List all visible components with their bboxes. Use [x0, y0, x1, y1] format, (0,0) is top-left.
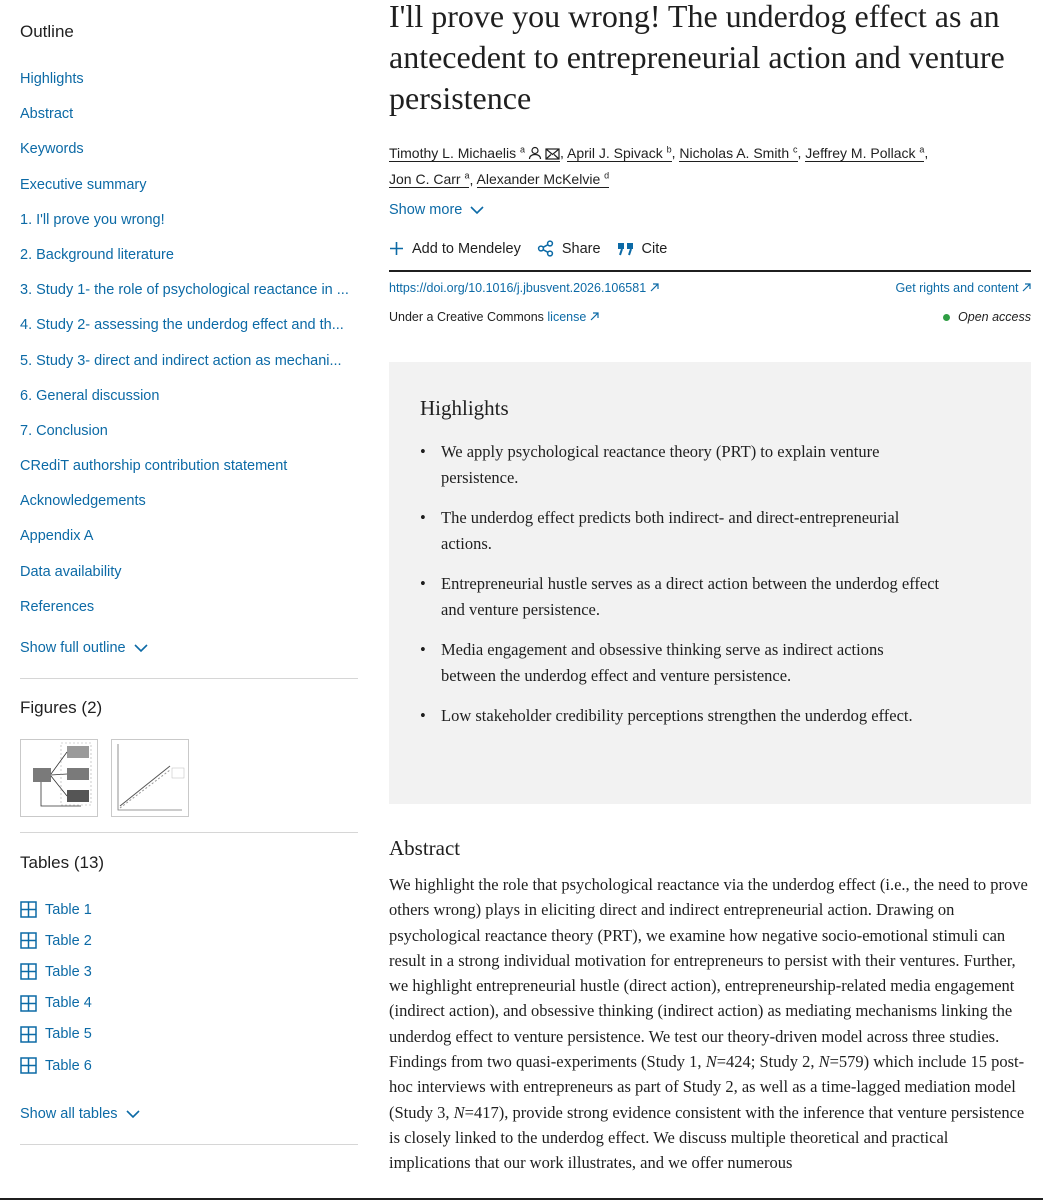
abstract-text — [389, 872, 1029, 1176]
author-affiliation: b — [666, 144, 672, 154]
highlights-list — [420, 439, 940, 744]
outline-item-section-6[interactable]: 6. General discussion — [20, 387, 160, 404]
tables-list — [20, 894, 92, 1081]
table-link-4[interactable] — [20, 988, 92, 1019]
highlight-item: • Low stakeholder credibility perceptions strengthen the underdog effect. — [420, 703, 940, 729]
chevron-down-icon — [470, 206, 484, 215]
table-link-label: Table 5 — [45, 1026, 92, 1043]
email-icon[interactable] — [545, 148, 560, 160]
author-name: Alexander McKelvie — [476, 171, 601, 188]
outline-item-data-availability[interactable]: Data availability — [20, 563, 122, 580]
table-icon — [20, 995, 37, 1012]
cite-label: Cite — [641, 240, 668, 257]
table-link-label: Table 2 — [45, 932, 92, 949]
external-link-icon — [650, 283, 659, 292]
highlight-item: • We apply psychological reactance theory (PRT) to explain venture persistence. — [420, 439, 940, 490]
chevron-down-icon — [126, 1110, 140, 1119]
chevron-down-icon — [134, 644, 148, 653]
author-name: Nicholas A. Smith — [679, 144, 790, 161]
table-link-5[interactable] — [20, 1019, 92, 1050]
outline-item-section-7[interactable]: 7. Conclusion — [20, 422, 108, 439]
license-prefix: Under a Creative Commons — [389, 310, 544, 324]
rights-link[interactable] — [896, 281, 1031, 295]
add-to-mendeley-label: Add to Mendeley — [412, 240, 521, 257]
outline-item-section-2[interactable]: 2. Background literature — [20, 246, 174, 263]
share-icon — [537, 240, 554, 257]
author-affiliation: a — [519, 144, 525, 154]
tables-title: Tables (13) — [20, 853, 105, 872]
highlight-item: • Entrepreneurial hustle serves as a direct action between the underdog effect and venture persistence. — [420, 571, 940, 622]
author-link[interactable] — [389, 171, 469, 188]
author-affiliation: d — [604, 170, 610, 181]
article-title: I'll prove you wrong! The underdog effect as an antecedent to entrepreneurial action and venture persistence — [389, 0, 1005, 116]
abstract-part: =417), provide strong evidence consistent with the inference that venture persistence is closely linked to the underdog effect. We discuss multiple theoretical and practical implications that our work illustrates, and we offer numerous — [389, 1102, 1025, 1173]
table-icon — [20, 932, 37, 949]
author-affiliation: a — [464, 170, 470, 181]
abstract-heading: Abstract — [389, 836, 461, 860]
outline-item-references[interactable]: References — [20, 598, 95, 615]
share-label: Share — [561, 240, 601, 257]
show-all-tables-label: Show all tables — [20, 1106, 118, 1122]
table-link-3[interactable] — [20, 956, 92, 987]
person-icon[interactable] — [528, 146, 542, 160]
sidebar-divider — [20, 832, 358, 833]
show-more-label: Show more — [389, 202, 463, 218]
highlight-item: • Media engagement and obsessive thinking serve as indirect actions between the underdog effect and venture persistence. — [420, 637, 940, 688]
outline-item-section-1[interactable]: 1. I'll prove you wrong! — [20, 211, 165, 228]
outline-item-highlights[interactable]: Highlights — [20, 71, 84, 87]
outline-item-credit[interactable]: CRediT authorship contribution statement — [20, 458, 288, 475]
author-link[interactable] — [805, 145, 924, 162]
show-more-button[interactable] — [389, 202, 484, 218]
show-all-tables-button[interactable] — [20, 1106, 140, 1122]
table-link-6[interactable] — [20, 1050, 92, 1081]
show-full-outline-label: Show full outline — [20, 640, 126, 656]
share-button[interactable] — [537, 240, 601, 257]
author-list: Timothy L. Michaelis $^a$ , April J. Spivack $^b$, Nicholas A. Smith $^c$, Jeffrey M. Pollack $^a$, Jon C. Carr $^a$, Alexander McKelvie $^d$ — [389, 144, 929, 188]
article-actions — [389, 240, 667, 257]
quote-icon — [617, 242, 634, 256]
show-full-outline-button[interactable] — [20, 640, 148, 656]
table-link-label: Table 6 — [45, 1057, 92, 1074]
table-link-1[interactable] — [20, 894, 92, 925]
abstract-n-label: N — [453, 1102, 465, 1122]
abstract-n-label: N — [818, 1052, 830, 1072]
open-access-badge — [943, 310, 1031, 324]
figure-thumbnail-1[interactable] — [20, 739, 98, 817]
doi-link[interactable] — [389, 281, 659, 295]
outline-list — [20, 62, 358, 625]
table-icon — [20, 963, 37, 980]
figures-title: Figures (2) — [20, 698, 103, 717]
outline-item-section-4[interactable]: 4. Study 2- assessing the underdog effect and th... — [20, 317, 344, 334]
abstract-part: =579) which include 15 post-hoc interviews with entrepreneurs as part of Study 2, as well as a time-lagged mediation model (Study 3, — [389, 1052, 1025, 1122]
outline-item-section-5[interactable]: 5. Study 3- direct and indirect action as mechani... — [20, 352, 342, 369]
plus-icon — [389, 241, 404, 256]
rights-text: Get rights and content — [895, 281, 1019, 295]
sidebar-divider — [20, 1144, 358, 1145]
highlight-item: • The underdog effect predicts both indirect- and direct-entrepreneurial actions. — [420, 505, 940, 556]
author-name: Jon C. Carr — [389, 171, 461, 188]
outline-item-abstract[interactable]: Abstract — [20, 106, 74, 123]
table-link-label: Table 1 — [45, 901, 92, 918]
external-link-icon — [1022, 283, 1031, 292]
outline-item-appendix-a[interactable]: Appendix A — [20, 528, 94, 545]
outline-title: Outline — [20, 22, 74, 41]
header-rule — [389, 270, 1031, 272]
table-link-label: Table 4 — [45, 995, 92, 1012]
sidebar-divider — [20, 678, 358, 679]
doi-text: https://doi.org/10.1016/j.jbusvent.2026.106581 — [389, 281, 647, 295]
outline-item-executive-summary[interactable]: Executive summary — [20, 176, 147, 193]
abstract-n-label: N — [705, 1052, 717, 1072]
figure-thumbnail-2[interactable] — [111, 739, 189, 817]
table-icon — [20, 1057, 37, 1074]
open-access-label: Open access — [958, 310, 1031, 324]
add-to-mendeley-button[interactable] — [389, 240, 521, 257]
outline-item-keywords[interactable]: Keywords — [20, 141, 84, 158]
author-link[interactable] — [567, 145, 672, 162]
author-affiliation: c — [793, 144, 798, 154]
license-link-text: license — [547, 310, 587, 324]
outline-item-acknowledgements[interactable]: Acknowledgements — [20, 493, 146, 510]
author-link[interactable] — [477, 171, 610, 188]
figure-1-diagram — [21, 740, 97, 816]
table-link-2[interactable] — [20, 925, 92, 956]
abstract-part: =424; Study 2, — [716, 1052, 819, 1072]
outline-item-section-3[interactable]: 3. Study 1- the role of psychological reactance in ... — [20, 282, 349, 299]
author-name: April J. Spivack — [567, 144, 663, 161]
table-link-label: Table 3 — [45, 963, 92, 980]
abstract-part: We highlight the role that psychological reactance via the underdog effect (i.e., the need to prove others wrong) plays in eliciting direct and indirect entrepreneurial action. Drawing on psychological reactance theory (PRT), we examine how negative socio-emotional stimuli can result in a strong individual motivation for entrepreneurs to persist with their ventures. Further, we highlight entrepreneurial hustle (direct action), entrepreneurship-related media engagement (indirect action), and obsessive thinking (indirect action) as mediating mechanisms linking the underdog effect to venture persistence. We test our theory-driven model across three studies. Findings from two quasi-experiments (Study 1, — [389, 875, 1028, 1072]
author-name: Timothy L. Michaelis — [389, 144, 517, 161]
open-access-dot-icon — [943, 314, 950, 321]
table-icon — [20, 1026, 37, 1043]
license-line — [389, 310, 599, 324]
author-affiliation: a — [919, 144, 925, 154]
highlights-heading: Highlights — [420, 396, 509, 420]
author-link[interactable] — [389, 145, 560, 162]
cite-button[interactable] — [617, 240, 668, 257]
figure-2-plot — [112, 740, 188, 816]
license-link[interactable] — [547, 310, 598, 324]
table-icon — [20, 901, 37, 918]
author-link[interactable] — [679, 145, 797, 162]
author-name: Jeffrey M. Pollack — [805, 144, 916, 161]
external-link-icon — [590, 312, 599, 321]
